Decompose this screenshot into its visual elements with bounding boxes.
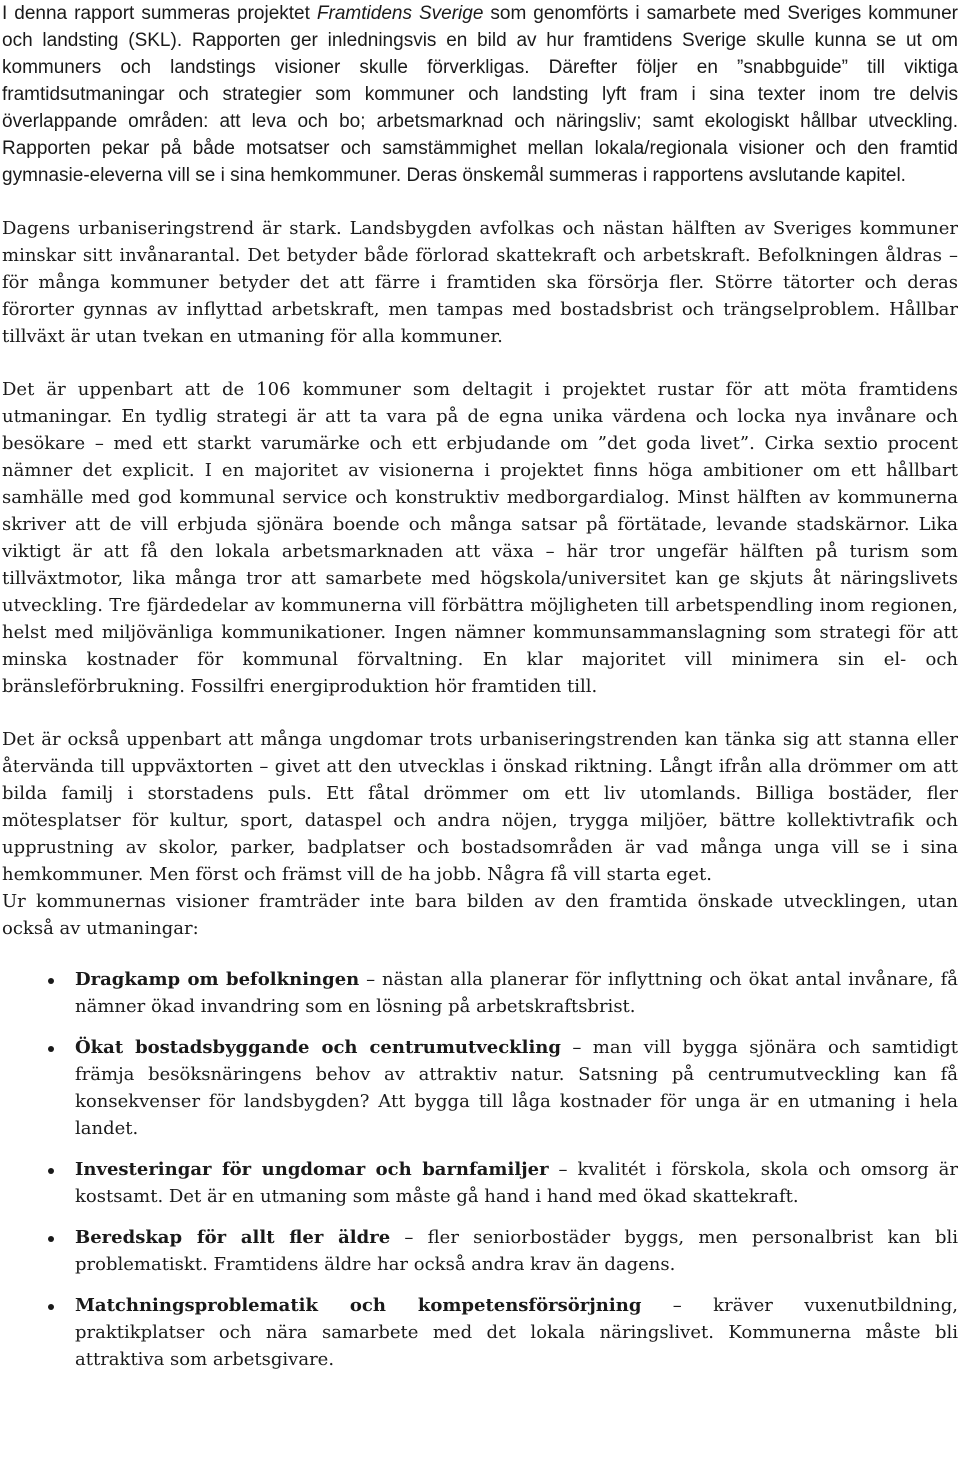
- list-item-heading: Dragkamp om befolkningen: [75, 969, 360, 990]
- list-item-text: – fler seniorbostäder byggs, men personalbrist kan bli problematiskt. Framtidens äldre har också andra krav än dagens.: [75, 1227, 958, 1275]
- youth-paragraph: Det är också uppenbart att många ungdomar trots urbaniseringstrenden kan tänka sig att stanna eller återvända till uppväxtorten – givet att den utvecklas i önskad riktning. Långt ifrån alla drömmer om att bilda familj i storstadens puls. Ett fåtal drömmer om ett liv utomlands. Billiga bostäder, fler mötesplatser för kultur, sport, dataspel och andra nöjen, trygga miljöer, bättre kollektivtrafik och upprustning av skolor, parker, badplatser och bostadsområden är vad många unga vill se i sina hemkommuner. Men först och främst vill de ha jobb. Några få vill starta eget.: [2, 729, 958, 885]
- list-item-heading: Ökat bostadsbyggande och centrumutveckling: [75, 1037, 561, 1058]
- bullet-icon: [48, 978, 54, 984]
- intro-paragraph: [0, 0, 960, 189]
- bullet-icon: [48, 1236, 54, 1242]
- municipalities-paragraph: Det är uppenbart att de 106 kommuner som deltagit i projektet rustar för att möta framtidens utmaningar. En tydlig strategi är att ta vara på de egna unika värdena och locka nya invånare och besökare – med ett starkt varumärke och ett erbjudande om ”det goda livet”. Cirka sextio procent nämner det explicit. I en majoritet av visionerna i projektet finns höga ambitioner om ett hållbart samhälle med god kommunal service och konstruktiv medborgardialog. Minst hälften av kommunerna skriver att de vill erbjuda sjönära boende och många satsar på förtätade, levande stadskärnor. Lika viktigt är att få den lokala arbetsmarknaden att växa – här tror ungefär hälften på turism som tillväxtmotor, lika många tror att samarbete med högskola/universitet kan ge skjuts åt näringslivets utveckling. Tre fjärdedelar av kommunerna vill förbättra möjligheten till arbetspendling inom regionen, helst med miljövänliga kommunikationer. Ingen nämner kommunsammanslagning som strategi för att minska kostnader för kommunal förvaltning. En klar majoritet vill minimera sin el- och bränsleförbrukning. Fossilfri energiproduktion hör framtiden till.: [2, 379, 958, 697]
- bullet-icon: [48, 1168, 54, 1174]
- list-item-text: – kvalitét i förskola, skola och omsorg är kostsamt. Det är en utmaning som måste gå hand i hand med ökad skattekraft.: [75, 1159, 958, 1207]
- project-name: Framtidens Sverige: [316, 3, 484, 24]
- list-item: [0, 1292, 960, 1373]
- list-item-heading: Matchningsproblematik och kompetensförsörjning: [75, 1295, 642, 1316]
- urbanisation-paragraph: Dagens urbaniseringstrend är stark. Landsbygden avfolkas och nästan hälften av Sveriges kommuner minskar sitt invånarantal. Det betyder både förlorad skattekraft och arbetskraft. Befolkningen åldras – för många kommuner betyder det att färre i framtiden ska försörja fler. Större tätorter och deras förorter gynnas av inflyttad arbetskraft, men tampas med bostadsbrist och trängselproblem. Hållbar tillväxt är utan tvekan en utmaning för alla kommuner.: [2, 218, 958, 347]
- intro-text-start: I denna rapport summeras projektet: [2, 3, 317, 24]
- list-item: [0, 1156, 960, 1210]
- list-item-text: – man vill bygga sjönära och samtidigt främja besöksnäringens behov av attraktiv natur. Satsning på centrumutveckling kan få konsekvenser för landsbygden? Att bygga till låga kostnader för unga är en utmaning i hela landet.: [75, 1037, 958, 1139]
- bullet-icon: [48, 1304, 54, 1310]
- list-item-text: – kräver vuxenutbildning, praktikplatser och nära samarbete med det lokala näringslivet. Kommunerna måste bli attraktiva som arbetsgivare.: [75, 1295, 958, 1370]
- list-item-heading: Beredskap för allt fler äldre: [75, 1227, 391, 1248]
- bullet-icon: [48, 1046, 54, 1052]
- challenges-list: [0, 966, 960, 1373]
- list-item-text: – nästan alla planerar för inflyttning och ökat antal invånare, få nämner ökad invandring som en lösning på arbetskraftsbrist.: [75, 969, 958, 1017]
- list-item: [0, 966, 960, 1020]
- list-item: [0, 1034, 960, 1142]
- challenges-intro-paragraph: Ur kommunernas visioner framträder inte bara bilden av den framtida önskade utvecklingen, utan också av utmaningar:: [2, 891, 958, 939]
- list-item: [0, 1224, 960, 1278]
- list-item-heading: Investeringar för ungdomar och barnfamiljer: [75, 1159, 549, 1180]
- intro-text-rest: som genomförts i samarbete med Sveriges kommuner och landsting (SKL). Rapporten ger inledningsvis en bild av hur framtidens Sverige skulle kunna se ut om kommuners och landstings visioner skulle förverkligas. Därefter följer en ”snabbguide” till viktiga framtidsutmaningar och strategier som kommuner och landsting lyft fram i sina texter inom tre delvis överlappande områden: att leva och bo; arbetsmarknad och näringsliv; samt ekologiskt hållbar utveckling. Rapporten pekar på både motsatser och samstämmighet mellan lokala/regionala visioner och den framtid gymnasie-eleverna vill se i sina hemkommuner. Deras önskemål summeras i rapportens avslutande kapitel.: [2, 3, 959, 186]
